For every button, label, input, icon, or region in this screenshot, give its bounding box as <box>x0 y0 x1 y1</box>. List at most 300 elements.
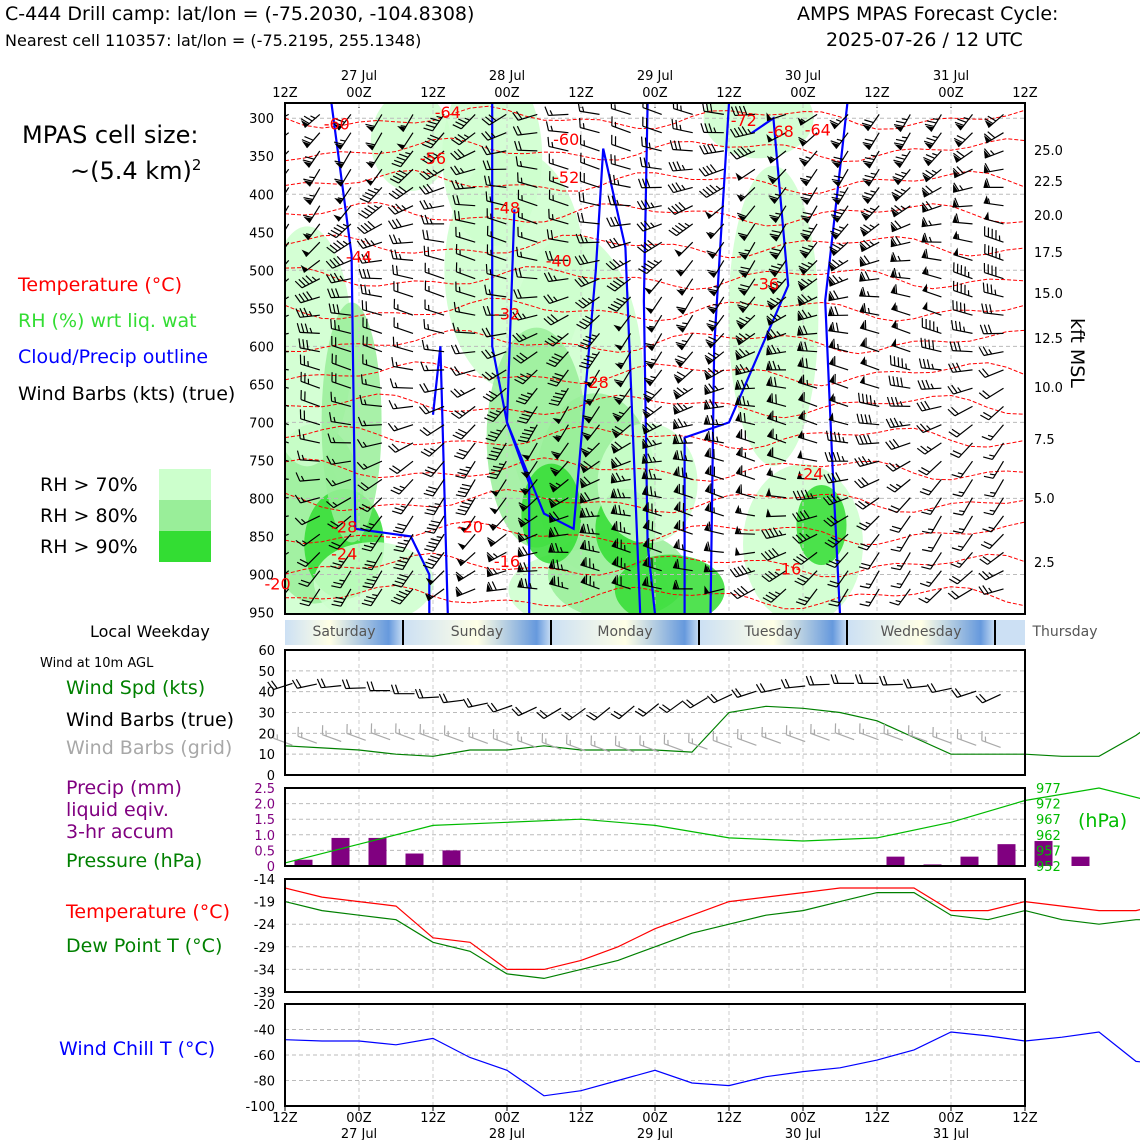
barb-staff <box>994 479 1004 496</box>
wind-barb <box>609 99 634 114</box>
barb-flag <box>274 268 279 273</box>
barb-staff <box>611 184 631 188</box>
wind-barb-true <box>781 677 805 688</box>
barb-flag <box>270 514 273 519</box>
wind-barb <box>890 181 911 201</box>
precip-bar <box>998 844 1016 866</box>
time-tick-label: 12Z <box>568 86 594 101</box>
barb-staff <box>927 461 942 475</box>
time-tick-label: 12Z <box>1012 86 1038 101</box>
barb-flag <box>608 154 613 163</box>
barb-staff <box>544 708 561 718</box>
wind-barb <box>920 474 941 498</box>
barb-flag <box>271 472 274 477</box>
barb-flag <box>829 431 833 440</box>
barb-flag <box>955 264 961 273</box>
barb-flag <box>419 689 422 698</box>
isotherm-label: -24 <box>331 544 358 564</box>
wind-barb <box>983 108 1004 128</box>
barb-flag <box>886 419 890 428</box>
barb-flag <box>276 326 281 335</box>
barb-staff <box>612 144 631 151</box>
barb-flag <box>684 421 687 426</box>
barb-flag <box>637 735 643 744</box>
windchill-panel <box>285 1004 1140 1106</box>
barb-flag <box>402 205 406 210</box>
barb-staff <box>923 425 941 433</box>
barb-flag <box>993 230 999 239</box>
wind-barb <box>950 437 972 460</box>
barb-flag <box>456 510 465 517</box>
barb-flag <box>958 322 963 331</box>
wind-barb <box>828 322 849 334</box>
wind-panel-title: Wind at 10m AGL <box>40 656 154 671</box>
wind-barb <box>645 311 662 332</box>
pressure-tick-label: 500 <box>249 264 274 280</box>
barb-flag <box>931 384 933 389</box>
barb-staff <box>433 479 444 496</box>
wind-barb <box>948 398 973 417</box>
barb-staff <box>869 589 879 606</box>
barb-flag <box>371 682 374 691</box>
wind-speed-line <box>285 696 1140 757</box>
barb-staff <box>394 274 413 278</box>
barb-staff <box>580 222 600 224</box>
barb-flag <box>651 202 654 207</box>
bottom-time-tick-label: 12Z <box>864 1111 890 1126</box>
panel-tick-label: -14 <box>253 873 275 888</box>
wind-barb <box>980 324 1003 333</box>
wind-barb <box>827 288 848 301</box>
panel-tick-label: 2.5 <box>254 782 275 797</box>
wind-barb-true <box>488 697 513 713</box>
barb-staff <box>425 290 444 297</box>
wind-barb <box>391 317 416 333</box>
wind-barb <box>855 490 879 511</box>
temperature-panel <box>285 879 1140 992</box>
wind-barb <box>391 299 416 315</box>
barb-flag <box>272 249 281 257</box>
wind-speed-panel <box>268 650 1140 775</box>
wind-barb <box>671 381 693 399</box>
wind-barb-true <box>927 679 951 693</box>
barb-staff <box>679 242 693 256</box>
barb-flag <box>391 281 397 290</box>
wind-barb <box>333 146 351 168</box>
isotherm-label: -72 <box>730 110 757 130</box>
barb-flag <box>955 282 961 291</box>
wind-barb <box>357 216 381 235</box>
pressure-tick-label: 950 <box>249 606 274 622</box>
barb-flag <box>926 380 929 389</box>
barb-flag <box>272 327 277 336</box>
panel-tick-label: -60 <box>253 1049 275 1064</box>
wind-barb <box>951 144 973 163</box>
barb-flag <box>989 304 993 313</box>
barb-flag <box>273 132 281 141</box>
temp-series-label: Temperature (°C) <box>66 901 230 923</box>
wind-barb <box>919 338 943 352</box>
precip-bar <box>887 857 905 866</box>
wind-barb <box>860 337 882 352</box>
barb-flag <box>395 383 397 388</box>
barb-flag <box>980 325 983 334</box>
wind-barb <box>829 355 851 370</box>
wind-barb <box>675 311 693 333</box>
wind-barb <box>644 329 662 351</box>
barb-flag <box>954 342 957 351</box>
barb-staff <box>931 552 942 569</box>
barb-flag <box>880 676 883 685</box>
pressure-tick-label: 400 <box>249 188 274 204</box>
barb-staff <box>922 290 941 297</box>
wind-barb <box>420 197 444 210</box>
barb-flag <box>420 200 425 209</box>
wind-barb <box>888 492 910 515</box>
barb-staff <box>517 150 537 151</box>
isotherm-label: -28 <box>582 373 609 393</box>
barb-flag <box>982 263 988 272</box>
barb-flag <box>865 271 869 280</box>
barb-staff <box>953 222 973 224</box>
wind-barb <box>922 283 944 297</box>
wind-barb <box>271 201 289 223</box>
barb-flag <box>989 229 995 238</box>
panel-tick-label: 1.5 <box>254 813 275 829</box>
wind-barb <box>953 493 972 517</box>
wind-barb <box>704 541 725 552</box>
barb-flag <box>895 377 899 386</box>
barb-flag <box>833 452 836 461</box>
barb-flag <box>421 340 425 349</box>
wind-barb <box>668 179 693 194</box>
barb-flag <box>292 679 297 688</box>
barb-flag <box>546 137 551 146</box>
barb-staff <box>891 309 910 315</box>
barb-staff <box>424 239 444 242</box>
barb-staff <box>371 733 390 740</box>
barb-flag <box>923 319 929 328</box>
wind-barb <box>389 215 413 229</box>
barb-pennant <box>268 283 277 292</box>
barb-flag <box>982 244 988 253</box>
wind-barb <box>391 473 413 496</box>
precip-bar <box>1072 857 1090 866</box>
panel-tick-label: 50 <box>258 664 275 680</box>
barb-flag <box>547 154 553 163</box>
pressure-tick-label: 650 <box>249 378 274 394</box>
wind-barb <box>979 343 1003 356</box>
panel-tick-label: 40 <box>258 685 275 701</box>
barb-flag <box>711 432 716 441</box>
precip-label-1: Precip (mm) <box>66 777 182 799</box>
bottom-time-tick-label: 12Z <box>272 1111 298 1126</box>
barb-flag <box>415 689 418 698</box>
barb-staff <box>957 425 973 437</box>
barb-staff <box>580 181 599 187</box>
wind-barb <box>391 265 415 279</box>
wind-barb <box>829 373 851 388</box>
barb-staff <box>891 365 910 370</box>
barb-flag <box>371 240 374 245</box>
wind-barb-true <box>586 701 610 722</box>
panel-tick-label: -20 <box>253 998 275 1013</box>
pressure-tick-label: 300 <box>249 112 274 128</box>
barb-staff <box>991 425 1004 440</box>
pressure-tick-label: 600 <box>249 340 274 356</box>
barb-flag <box>989 247 995 256</box>
pressure-tick-label: 850 <box>249 530 274 546</box>
wind-barb <box>422 281 447 297</box>
barb-staff <box>594 708 610 721</box>
isotherm-label: -56 <box>419 148 447 168</box>
wind-barb-grid <box>368 723 393 739</box>
barb-staff <box>278 224 288 241</box>
barb-staff <box>393 259 413 261</box>
wind-barb <box>705 464 727 479</box>
barb-flag <box>393 234 397 243</box>
barb-flag <box>492 581 496 590</box>
wind-barb <box>643 274 662 294</box>
wind-barb <box>984 211 1005 224</box>
wind-barb <box>922 265 943 278</box>
windchill-line <box>285 1032 1140 1096</box>
wind-barb-true <box>831 674 854 683</box>
barb-staff <box>900 571 910 588</box>
barb-flag <box>422 281 428 290</box>
time-tick-label: 00Z <box>494 86 520 101</box>
wind-barb-true <box>415 688 438 698</box>
barb-staff <box>891 385 911 388</box>
barb-flag <box>701 123 704 132</box>
wind-barb-true <box>342 679 365 689</box>
barb-flag <box>463 698 468 707</box>
pressure-tick-label: 450 <box>249 226 274 242</box>
wind-barb <box>891 548 910 572</box>
barb-flag <box>273 152 282 160</box>
wind-barb <box>920 162 941 182</box>
barb-flag <box>982 226 988 235</box>
wind-barb-true <box>806 675 829 685</box>
barb-flag <box>422 319 427 328</box>
barb-flag <box>983 346 988 355</box>
barb-staff <box>677 224 693 236</box>
barb-flag <box>954 321 959 330</box>
barb-flag <box>929 237 931 242</box>
wind-barb <box>453 563 475 581</box>
legend-rh70-label: RH > 70% <box>40 474 138 496</box>
wind-barb <box>704 521 726 534</box>
barb-flag <box>588 735 594 744</box>
barb-flag <box>613 136 619 145</box>
wind-barb <box>608 196 631 206</box>
barb-staff <box>427 425 444 436</box>
barb-staff <box>929 571 941 587</box>
wind-barb <box>705 501 727 516</box>
wind-barb <box>389 454 413 475</box>
barb-staff <box>580 111 600 114</box>
barb-staff <box>891 345 910 352</box>
barb-staff <box>402 516 413 533</box>
barb-flag <box>443 693 447 702</box>
barb-staff <box>961 534 972 550</box>
precip-panel <box>285 788 1140 866</box>
barb-flag <box>390 249 394 258</box>
wind-barb <box>703 200 723 219</box>
wind-barb <box>705 482 727 497</box>
barb-flag <box>388 422 394 431</box>
cell-size-value: ~(5.4 km)$^2$ <box>70 156 202 185</box>
wind-barb <box>886 434 911 450</box>
wind-barb-true <box>292 675 316 689</box>
barb-staff <box>922 347 941 351</box>
isotherm-label: -52 <box>553 167 580 187</box>
barb-staff <box>991 516 1003 532</box>
barb-flag <box>399 254 401 259</box>
legend-rh: RH (%) wrt liq. wat <box>18 310 197 332</box>
isotherm-label: -16 <box>493 551 521 571</box>
barb-flag <box>870 241 874 246</box>
barb-flag <box>958 387 961 392</box>
barb-staff <box>277 169 289 185</box>
wind-barb-true <box>952 683 977 699</box>
wind-barb-true <box>856 674 879 683</box>
isotherm-label: -32 <box>493 304 521 324</box>
wind-barb <box>669 160 693 171</box>
barb-staff <box>957 571 972 584</box>
wind-barb <box>830 146 848 168</box>
wind-barb <box>705 447 727 461</box>
barb-flag <box>393 723 399 732</box>
barb-flag <box>539 733 545 742</box>
wind-barb <box>485 527 506 546</box>
barb-flag <box>888 355 893 364</box>
wind-barb <box>797 450 818 462</box>
wind-barb <box>699 180 723 199</box>
wind-barb <box>920 318 945 334</box>
barb-flag <box>884 676 887 685</box>
wind-barb-true <box>392 685 415 694</box>
wind-barb <box>981 283 1005 297</box>
bottom-time-tick-label: 12Z <box>420 1111 446 1126</box>
wind-barb <box>453 418 475 441</box>
cloud-outline <box>711 103 730 614</box>
wind-barb <box>887 472 911 493</box>
wind-barb <box>891 530 911 554</box>
barb-flag <box>700 145 704 154</box>
barb-flag <box>716 185 720 190</box>
barb-staff <box>984 273 1003 279</box>
wind-barb <box>675 274 693 295</box>
wind-barb <box>609 135 634 151</box>
wind-barb <box>638 254 661 276</box>
wind-barb <box>797 145 817 166</box>
barb-flag <box>270 358 274 367</box>
barb-flag <box>425 215 428 224</box>
barb-staff <box>835 733 854 740</box>
barb-flag <box>550 110 552 115</box>
barb-flag <box>810 676 813 685</box>
bottom-date-tick-label: 28 Jul <box>488 1127 526 1140</box>
wind-barb <box>952 126 973 147</box>
kft-tick-label: 22.5 <box>1034 175 1063 190</box>
barb-staff <box>955 589 972 599</box>
barb-staff <box>957 738 976 745</box>
pressure-tick-label: 550 <box>249 302 274 318</box>
barb-flag <box>455 344 459 353</box>
barb-flag <box>673 162 677 171</box>
barb-flag <box>467 698 472 707</box>
barb-flag <box>989 285 994 294</box>
weekday-label: Local Weekday <box>90 622 210 641</box>
barb-staff <box>275 151 289 165</box>
wind-barb <box>358 199 382 220</box>
barb-flag <box>868 434 872 443</box>
barb-staff <box>893 461 910 471</box>
barb-staff <box>899 589 911 605</box>
barb-staff <box>909 735 928 742</box>
barb-staff <box>346 688 366 689</box>
barb-staff <box>883 684 903 685</box>
barb-staff <box>984 313 1004 315</box>
barb-staff <box>738 738 757 745</box>
barb-flag <box>931 321 937 330</box>
barb-flag <box>274 359 278 368</box>
barb-flag <box>704 145 708 154</box>
barb-staff <box>953 255 972 261</box>
barb-flag <box>264 555 271 564</box>
barb-flag <box>985 284 990 293</box>
barb-pennant <box>734 547 740 556</box>
barb-staff <box>591 745 610 752</box>
barb-staff <box>425 329 444 334</box>
barb-staff <box>963 498 973 515</box>
barb-flag <box>267 598 276 606</box>
wind-barb <box>922 248 943 260</box>
barb-staff <box>393 366 413 369</box>
bottom-time-tick-label: 00Z <box>938 1111 964 1126</box>
wind-barb <box>949 418 973 439</box>
bottom-time-tick-label: 12Z <box>568 1111 594 1126</box>
weekday-monday: Monday <box>597 624 653 640</box>
barb-flag <box>989 587 992 592</box>
wind-barbs-true-label: Wind Barbs (true) <box>66 709 235 731</box>
bottom-time-tick-label: 00Z <box>790 1111 816 1126</box>
panel-tick-label: -80 <box>253 1074 275 1090</box>
barb-flag <box>715 385 718 390</box>
barb-flag <box>898 272 901 277</box>
barb-staff <box>642 166 662 169</box>
wind-barb <box>979 580 1004 595</box>
barb-staff <box>420 734 439 741</box>
barb-staff <box>922 368 942 370</box>
barb-flag <box>981 283 986 292</box>
barb-flag <box>984 325 987 334</box>
barb-flag <box>264 511 269 520</box>
barb-flag <box>279 113 283 118</box>
barb-flag <box>895 397 898 406</box>
barb-staff <box>860 733 879 740</box>
barb-flag <box>900 358 905 367</box>
wind-barb <box>856 414 880 425</box>
barb-flag <box>581 173 587 182</box>
wind-barb <box>982 226 1007 242</box>
barb-staff <box>929 479 942 495</box>
panel-tick-label: -40 <box>253 1023 275 1039</box>
dewpoint-series-label: Dew Point T (°C) <box>66 935 223 957</box>
barb-staff <box>673 129 693 133</box>
barb-flag <box>271 175 280 183</box>
